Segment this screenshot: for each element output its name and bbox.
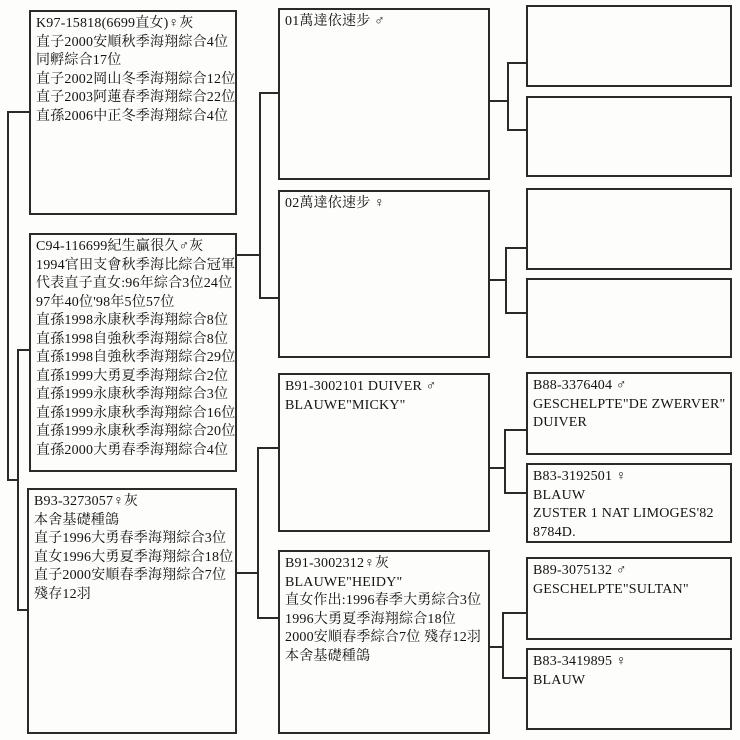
text-line: 本舍基礎種鴿 [34,512,120,528]
text-line: GESCHELPTE"DE ZWERVER" [533,396,726,412]
pedigree-box-b91-3002312-heidy [278,550,490,734]
connector-pair-r1-r2 [508,63,526,130]
connector-pair-b88-b83 [505,430,526,493]
text-line: K97-15818(6699直女)♀灰 [36,16,194,31]
text-line: 直子1996大勇春季海翔綜合3位 [34,531,227,546]
text-line: B91-3002101 DUIVER ♂ [285,379,437,394]
pedigree-box-b83-3419895 [526,648,732,730]
text-line: BLAUW [533,487,586,503]
text-line: 1994官田支會秋季海比綜合冠軍 [36,257,236,273]
text-line: 直孫1999永康秋季海翔綜合20位 [36,424,236,439]
text-line: 殘存12羽 [34,586,91,602]
pedigree-box-b88-3376404 [526,372,732,455]
text-line: 直孫2006中正冬季海翔綜合4位 [36,108,229,124]
connector-pair-micky-heidy [258,448,278,618]
text-line: 2000安順春季綜合7位 殘存12羽 [285,630,482,645]
text-line: 直孫1998自強秋季海翔綜合8位 [36,331,229,347]
pedigree-box-empty-1 [526,5,732,87]
text-line: 直女作出:1996春季大勇綜合3位 [285,593,482,608]
text-line: C94-116699紀生贏很久♂灰 [36,239,204,254]
pedigree-box-empty-2 [526,96,732,177]
text-line: 直孫1999大勇夏季海翔綜合2位 [36,368,229,384]
text-line: 01萬達依速步 ♂ [285,14,385,29]
text-line: B83-3192501 ♀ [533,469,627,484]
text-line: 代表直子直女:96年綜合3位24位 [36,276,233,291]
text-line: 8784D. [533,524,576,540]
text-line: B91-3002312♀灰 [285,556,390,571]
pedigree-box-empty-3 [526,188,732,270]
text-line: 直女1996大勇夏季海翔綜合18位 [34,549,234,565]
text-line: B93-3273057♀灰 [34,494,139,509]
text-line: 97年40位'98年5位57位 [36,294,175,310]
text-line: BLAUW [533,672,586,688]
connector-pair-r3-r4 [506,248,526,313]
text-line: 直孫1999永康秋季海翔綜合3位 [36,387,229,402]
text-line: 直孫1998自強秋季海翔綜合29位 [36,350,236,365]
text-line: 直孫2000大勇春季海翔綜合4位 [36,442,229,458]
pedigree-box-empty-4 [526,278,732,358]
text-line: 直子2002岡山冬季海翔綜合12位 [36,71,236,87]
text-line: 本舍基礎種鴿 [285,648,371,664]
text-line: DUIVER [533,415,588,430]
pedigree-box-k97-15818 [29,10,237,215]
text-line: BLAUWE"MICKY" [285,397,406,413]
pedigree-box-b93-3273057 [27,488,237,734]
text-line: 同孵綜合17位 [36,53,122,68]
text-line: GESCHELPTE"SULTAN" [533,581,689,597]
pedigree-box-c94-116699 [29,233,237,472]
connector-pair-01-02 [260,93,278,298]
text-line: 02萬達依速步 ♀ [285,196,385,211]
text-line: 直子2000安順秋季海翔綜合4位 [36,34,229,50]
text-line: ZUSTER 1 NAT LIMOGES'82 [533,506,714,521]
text-line: B89-3075132 ♂ [533,563,627,578]
text-line: BLAUWE"HEIDY" [285,574,403,590]
pedigree-box-b91-3002101-micky [278,373,490,532]
pedigree-box-dam-02 [278,190,490,358]
connector-pair-b89-b83 [503,613,526,678]
text-line: 直子2000安順春季海翔綜合7位 [34,568,227,583]
text-line: 1996大勇夏季海翔綜合18位 [285,611,456,627]
text-line: 直孫1999永康秋季海翔綜合16位 [36,405,236,421]
pedigree-box-b83-3192501 [526,463,732,543]
text-line: B88-3376404 ♂ [533,378,627,393]
pedigree-box-b89-3075132 [526,557,732,640]
text-line: 直孫1998永康秋季海翔綜合8位 [36,313,229,328]
text-line: B83-3419895 ♀ [533,654,627,669]
pedigree-box-sire-01 [278,8,490,180]
text-line: 直子2003阿蓮春季海翔綜合22位 [36,90,236,105]
